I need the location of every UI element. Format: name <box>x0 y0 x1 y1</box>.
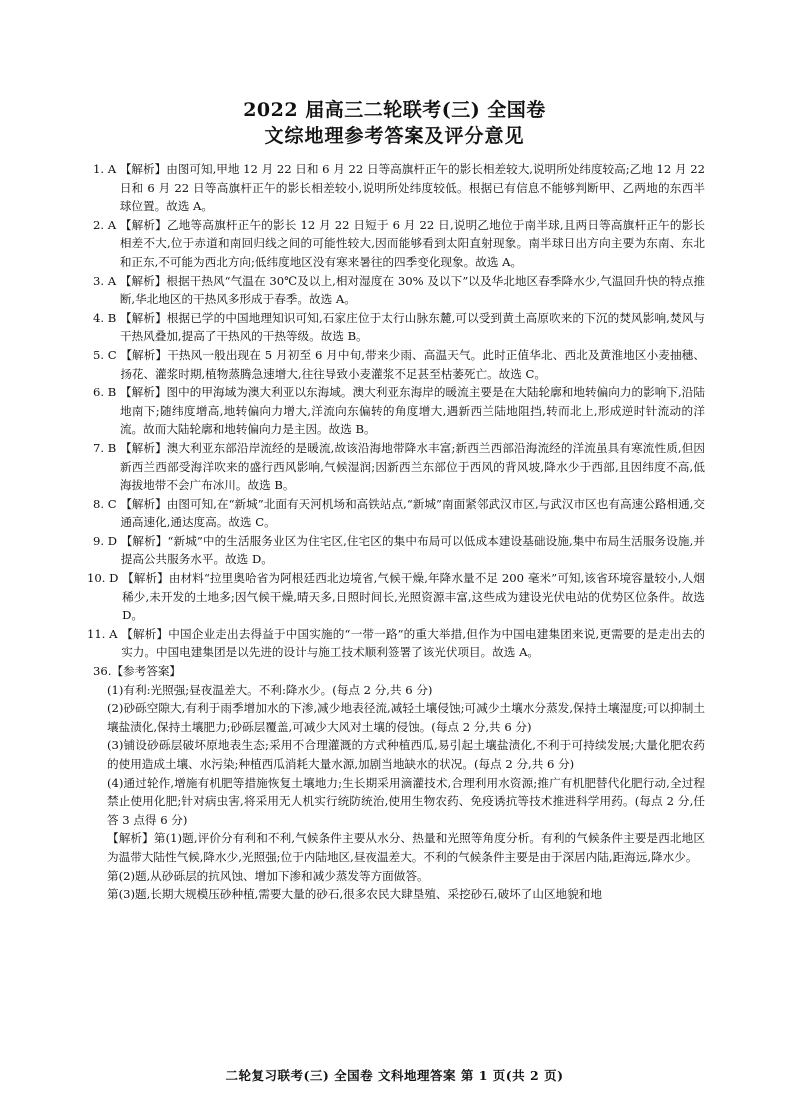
answer-item-11 <box>87 625 705 662</box>
answer-text: 【解析】由图可知,甲地 12 月 22 日和 6 月 22 日等高旗杆正午的影长相差较大,说明所处纬度较高;乙地 12 月 22 日和 6 月 22 日等高旗杆正午的影长相差较小,说明所处纬度较低。根据已有信息不能够判断甲、乙两地的东西半球位置。故选 A。 <box>119 162 705 214</box>
q36-analysis-3: 第(3)题,长期大规模压砂种植,需要大量的砂石,很多农民大肆垦殖、采挖砂石,破坏了山区地貌和地 <box>107 887 602 902</box>
answer-number: 8. C <box>93 496 121 511</box>
answer-item-1 <box>93 160 705 216</box>
answer-number: 2. A <box>93 217 120 232</box>
answer-text: 【解析】根据已学的中国地理知识可知,石家庄位于太行山脉东麓,可以受到黄土高原吹来的下沉的焚风影响,焚风与干热风叠加,提高了干热风的干热等级。故选 B。 <box>119 310 705 344</box>
answer-item-2 <box>93 216 705 272</box>
answer-number: 7. B <box>93 440 120 455</box>
answer-text: 【解析】图中的甲海域为澳大利亚以东海域。澳大利亚东海岸的暖流主要是在大陆轮廓和地转偏向力的影响下,沿陆地南下;随纬度增高,地转偏向力增大,洋流向东偏转的角度增大,遇新西兰陆地阻挡,转而北上,形成逆时针流动的洋流。故而大陆轮廓和地转偏向力是主因。故选 B。 <box>119 385 705 437</box>
answer-number: 9. D <box>93 533 121 548</box>
answer-text: 【解析】根据干热风“气温在 30℃及以上,相对湿度在 30% 及以下”以及华北地区春季降水少,气温回升快的特点推断,华北地区的干热风多形成于春季。故选 A。 <box>119 273 705 307</box>
answer-number: 4. B <box>93 310 120 325</box>
answer-item-3 <box>93 272 705 309</box>
q36-part-3: (3)铺设砂砾层破坏原地表生态;采用不合理灌溉的方式种植西瓜,易引起土壤盐渍化,不利于可持续发展;大量化肥农药的使用造成土壤、水污染;种植西瓜消耗大量水源,加剧当地缺水的状况。(每点 2 分,共 6 分) <box>107 738 705 771</box>
answer-item-6 <box>93 383 705 439</box>
answer-number: 6. B <box>93 385 120 400</box>
answer-number: 11. A <box>87 626 122 641</box>
answer-item-8 <box>93 495 705 532</box>
q36-part-4: (4)通过轮作,增施有机肥等措施恢复土壤地力;生长期采用滴灌技术,合理利用水资源;推广有机肥替代化肥行动,全过程禁止使用化肥;针对病虫害,将采用无人机实行统防统治,使用生物农药、免疫诱抗等技术推进科学用药。(每点 2 分,任答 3 点得 6 分) <box>107 775 705 827</box>
answer-body <box>87 160 705 904</box>
q36-analysis-2: 第(2)题,从砂砾层的抗风蚀、增加下渗和减少蒸发等方面做答。 <box>107 868 429 883</box>
answer-text: 【解析】由图可知,在“新城”北面有天河机场和高铁站点,“新城”南面紧邻武汉市区,与武汉市区也有高速公路相通,交通高速化,通达度高。故选 C。 <box>120 496 705 530</box>
q36-part-1: (1)有利:光照强;昼夜温差大。不利:降水少。(每点 2 分,共 6 分) <box>107 682 433 697</box>
answer-text: 【解析】乙地等高旗杆正午的影长 12 月 22 日短于 6 月 22 日,说明乙地位于南半球,且两日等高旗杆正午的影长相差不大,位于赤道和南回归线之间的可能性较大,因而能够看到太阳直射现象。南半球日出方向主要为东南、东北和正东,不可能为西北方向;低纬度地区没有寒来暑往的四季变化现象。故选 A。 <box>119 217 705 269</box>
page-subtitle: 文综地理参考答案及评分意见 <box>264 125 525 147</box>
answer-item-9 <box>93 532 705 569</box>
answer-text: 【解析】中国企业走出去得益于中国实施的“一带一路”的重大举措,但作为中国电建集团来说,更需要的是走出去的实力。中国电建集团是以先进的设计与施工技术顺利签署了该光伏项目。故选 A。 <box>121 626 705 660</box>
q36-heading: 36.【参考答案】 <box>93 664 182 679</box>
answer-text: 【解析】澳大利亚东部沿岸流经的是暖流,故该沿海地带降水丰富;新西兰西部沿海流经的洋流虽具有寒流性质,但因新西兰西部受海洋吹来的盛行西风影响,气候湿润;因新西兰东部位于西风的背风坡,降水少于西部,且因纬度不高,低海拔地带不会广布冰川。故选 B。 <box>119 440 705 493</box>
answer-item-5 <box>93 346 705 383</box>
answer-item-4 <box>93 309 705 346</box>
answer-text: 【解析】由材料“拉里奥哈省为阿根廷西北边境省,气候干燥,年降水量不足 200 毫米”可知,该省环境容量较小,人烟稀少,未开发的土地多;因气候干燥,晴天多,日照时间长,光照资源丰富,这些成为建设光伏电站的优势区位条件。故选 D。 <box>122 571 705 623</box>
answer-text: 【解析】“新城”中的生活服务业区为住宅区,住宅区的集中布局可以低成本建设基础设施,集中布局生活服务设施,并提高公共服务水平。故选 D。 <box>120 533 705 567</box>
answer-number: 1. A <box>93 162 120 176</box>
page-title: 2022 届高三二轮联考(三) 全国卷 <box>243 99 546 121</box>
answer-item-7 <box>93 439 705 495</box>
answer-number: 10. D <box>87 571 123 586</box>
answer-number: 5. C <box>93 347 121 362</box>
q36-part-2: (2)砂砾空隙大,有利于雨季增加水的下渗,减少地表径流,减轻土壤侵蚀;可减少土壤水分蒸发,保持土壤湿度;可以抑制土壤盐渍化,保持土壤肥力;砂砾层覆盖,可减少大风对土壤的侵蚀。(每点 2 分,共 6 分) <box>107 701 705 734</box>
page-footer: 二轮复习联考(三) 全国卷 文科地理答案 第 1 页(共 2 页) <box>225 1068 564 1083</box>
q36-analysis: 【解析】第(1)题,评价分有利和不利,气候条件主要从水分、热量和光照等角度分析。有利的气候条件主要是西北地区为温带大陆性气候,降水少,光照强;位于内陆地区,昼夜温差大。不利的气候条件主要是由于深居内陆,距海远,降水少。 <box>107 831 705 864</box>
answer-number: 3. A <box>93 273 120 288</box>
answer-item-10 <box>87 569 705 625</box>
answer-text: 【解析】干热风一般出现在 5 月初至 6 月中旬,带来少雨、高温天气。此时正值华北、西北及黄淮地区小麦抽穗、扬花、灌浆时期,植物蒸腾急速增大,往往导致小麦灌浆不足甚至枯萎死亡。故选 C。 <box>120 347 705 381</box>
